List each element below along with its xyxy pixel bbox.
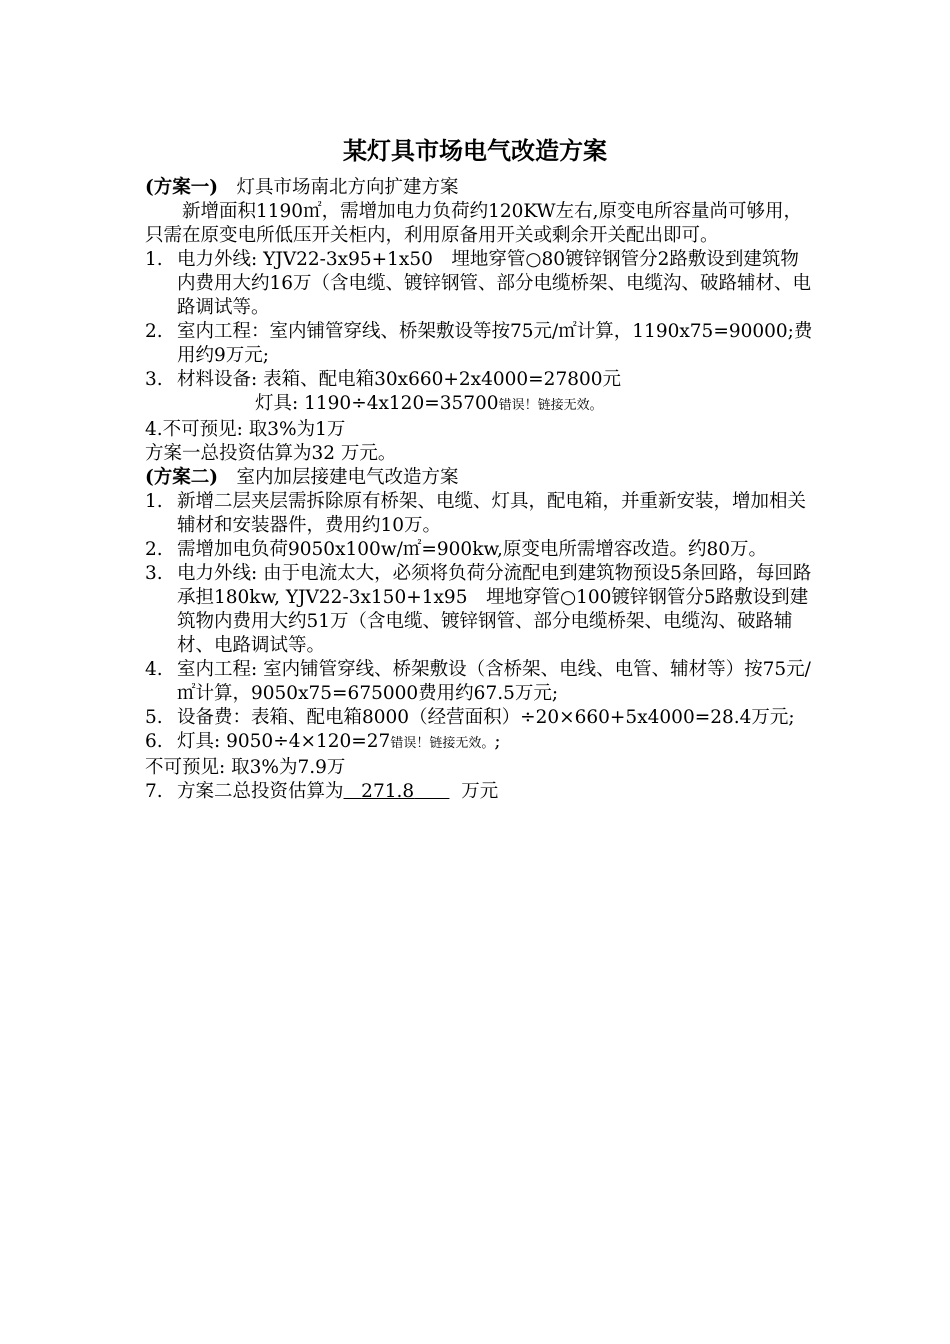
plan1-intro: 新增面积1190㎡，需增加电力负荷约120KW左右,原变电所容量尚可够用，只需在原变电所低压开关柜内，利用原备用开关或剩余开关配出即可。 <box>145 201 802 246</box>
plan1-item-2-number: 2. <box>145 321 163 342</box>
plan1-item-3-text: 材料设备: 表箱、配电箱30x660+2x4000=27800元 <box>177 369 622 390</box>
plan2-item-7-value <box>344 781 450 802</box>
plan2-item-5-text: 设备费：表箱、配电箱8000（经营面积）÷20×660+5x4000=28.4万元; <box>177 707 795 728</box>
plan2-item-2 <box>145 538 815 562</box>
plan2-item-7-number: 7. <box>145 781 163 802</box>
plan2-heading-text: 室内加层接建电气改造方案 <box>236 467 459 488</box>
plan2-item-4 <box>145 658 815 706</box>
plan1-item-2 <box>145 320 815 368</box>
plan1-item-2-text: 室内工程：室内铺管穿线、桥架敷设等按75元/㎡计算，1190x75=90000;费用约9万元; <box>177 321 813 366</box>
plan2-item-5 <box>145 706 815 730</box>
plan1-lamp-line <box>145 392 815 418</box>
plan2-item-3-number: 3. <box>145 563 163 584</box>
plan1-heading-label: (方案一) <box>145 177 219 198</box>
plan2-item-1-text: 新增二层夹层需拆除原有桥架、电缆、灯具，配电箱，并重新安装，增加相关辅材和安装器件，费用约10万。 <box>177 491 807 536</box>
plan1-item-1 <box>145 248 815 320</box>
plan2-item-6-tail: ; <box>494 731 501 752</box>
plan1-item-3-number: 3. <box>145 369 163 390</box>
plan2-unforeseen: 不可预见: 取3%为7.9万 <box>145 757 346 778</box>
plan1-total: 方案一总投资估算为32 万元。 <box>145 443 397 464</box>
plan2-item-2-number: 2. <box>145 539 163 560</box>
plan2-item-1 <box>145 490 815 538</box>
plan2-item-6 <box>145 730 815 756</box>
plan2-item-1-number: 1. <box>145 491 163 512</box>
plan2-item-7-value-text: 271.8 <box>361 781 415 802</box>
plan2-item-6-text: 灯具: 9050÷4×120=27 <box>177 731 391 752</box>
plan1-lamp-error: 错误！链接无效。 <box>498 398 603 413</box>
document-title: 某灯具市场电气改造方案 <box>343 136 607 165</box>
plan1-heading <box>145 176 815 200</box>
plan1-heading-text: 灯具市场南北方向扩建方案 <box>236 177 459 198</box>
plan1-item-1-text: 电力外线: YJV22-3x95+1x50 埋地穿管○80镀锌钢管分2路敷设到建筑物内费用大约16万（含电缆、镀锌钢管、部分电缆桥架、电缆沟、破路辅材、电路调试等。 <box>177 249 812 318</box>
plan2-item-5-number: 5. <box>145 707 163 728</box>
plan1-lamp-text: 灯具: 1190÷4x120=35700 <box>255 393 499 414</box>
plan1-item-1-number: 1. <box>145 249 163 270</box>
plan2-item-7-prefix: 方案二总投资估算为 <box>177 781 344 802</box>
plan2-heading <box>145 466 815 490</box>
plan2-item-6-error: 错误！链接无效。 <box>390 736 495 751</box>
plan2-item-3 <box>145 562 815 658</box>
plan2-item-7 <box>145 780 815 804</box>
plan2-item-7-suffix: 万元 <box>461 781 499 802</box>
plan2-item-2-text: 需增加电负荷9050x100w/㎡=900kw,原变电所需增容改造。约80万。 <box>177 539 767 560</box>
plan2-item-4-number: 4. <box>145 659 163 680</box>
plan2-item-4-text: 室内工程: 室内铺管穿线、桥架敷设（含桥架、电线、电管、辅材等）按75元/㎡计算，9050x75=675000费用约67.5万元; <box>177 659 811 704</box>
plan2-item-6-number: 6. <box>145 731 163 752</box>
plan1-section <box>145 176 815 804</box>
plan1-unforeseen: 4.不可预见: 取3%为1万 <box>145 419 346 440</box>
plan1-item-3 <box>145 368 815 392</box>
plan2-heading-label: (方案二) <box>145 467 219 488</box>
plan2-item-3-text: 电力外线: 由于电流太大，必须将负荷分流配电到建筑物预设5条回路，每回路承担180kw, YJV22-3x150+1x95 埋地穿管○100镀锌钢管分5路敷设到建筑物内费用大约51万（含电缆、镀锌钢管、部分电缆桥架、电缆沟、破路辅材、电路调试等。 <box>177 563 812 656</box>
